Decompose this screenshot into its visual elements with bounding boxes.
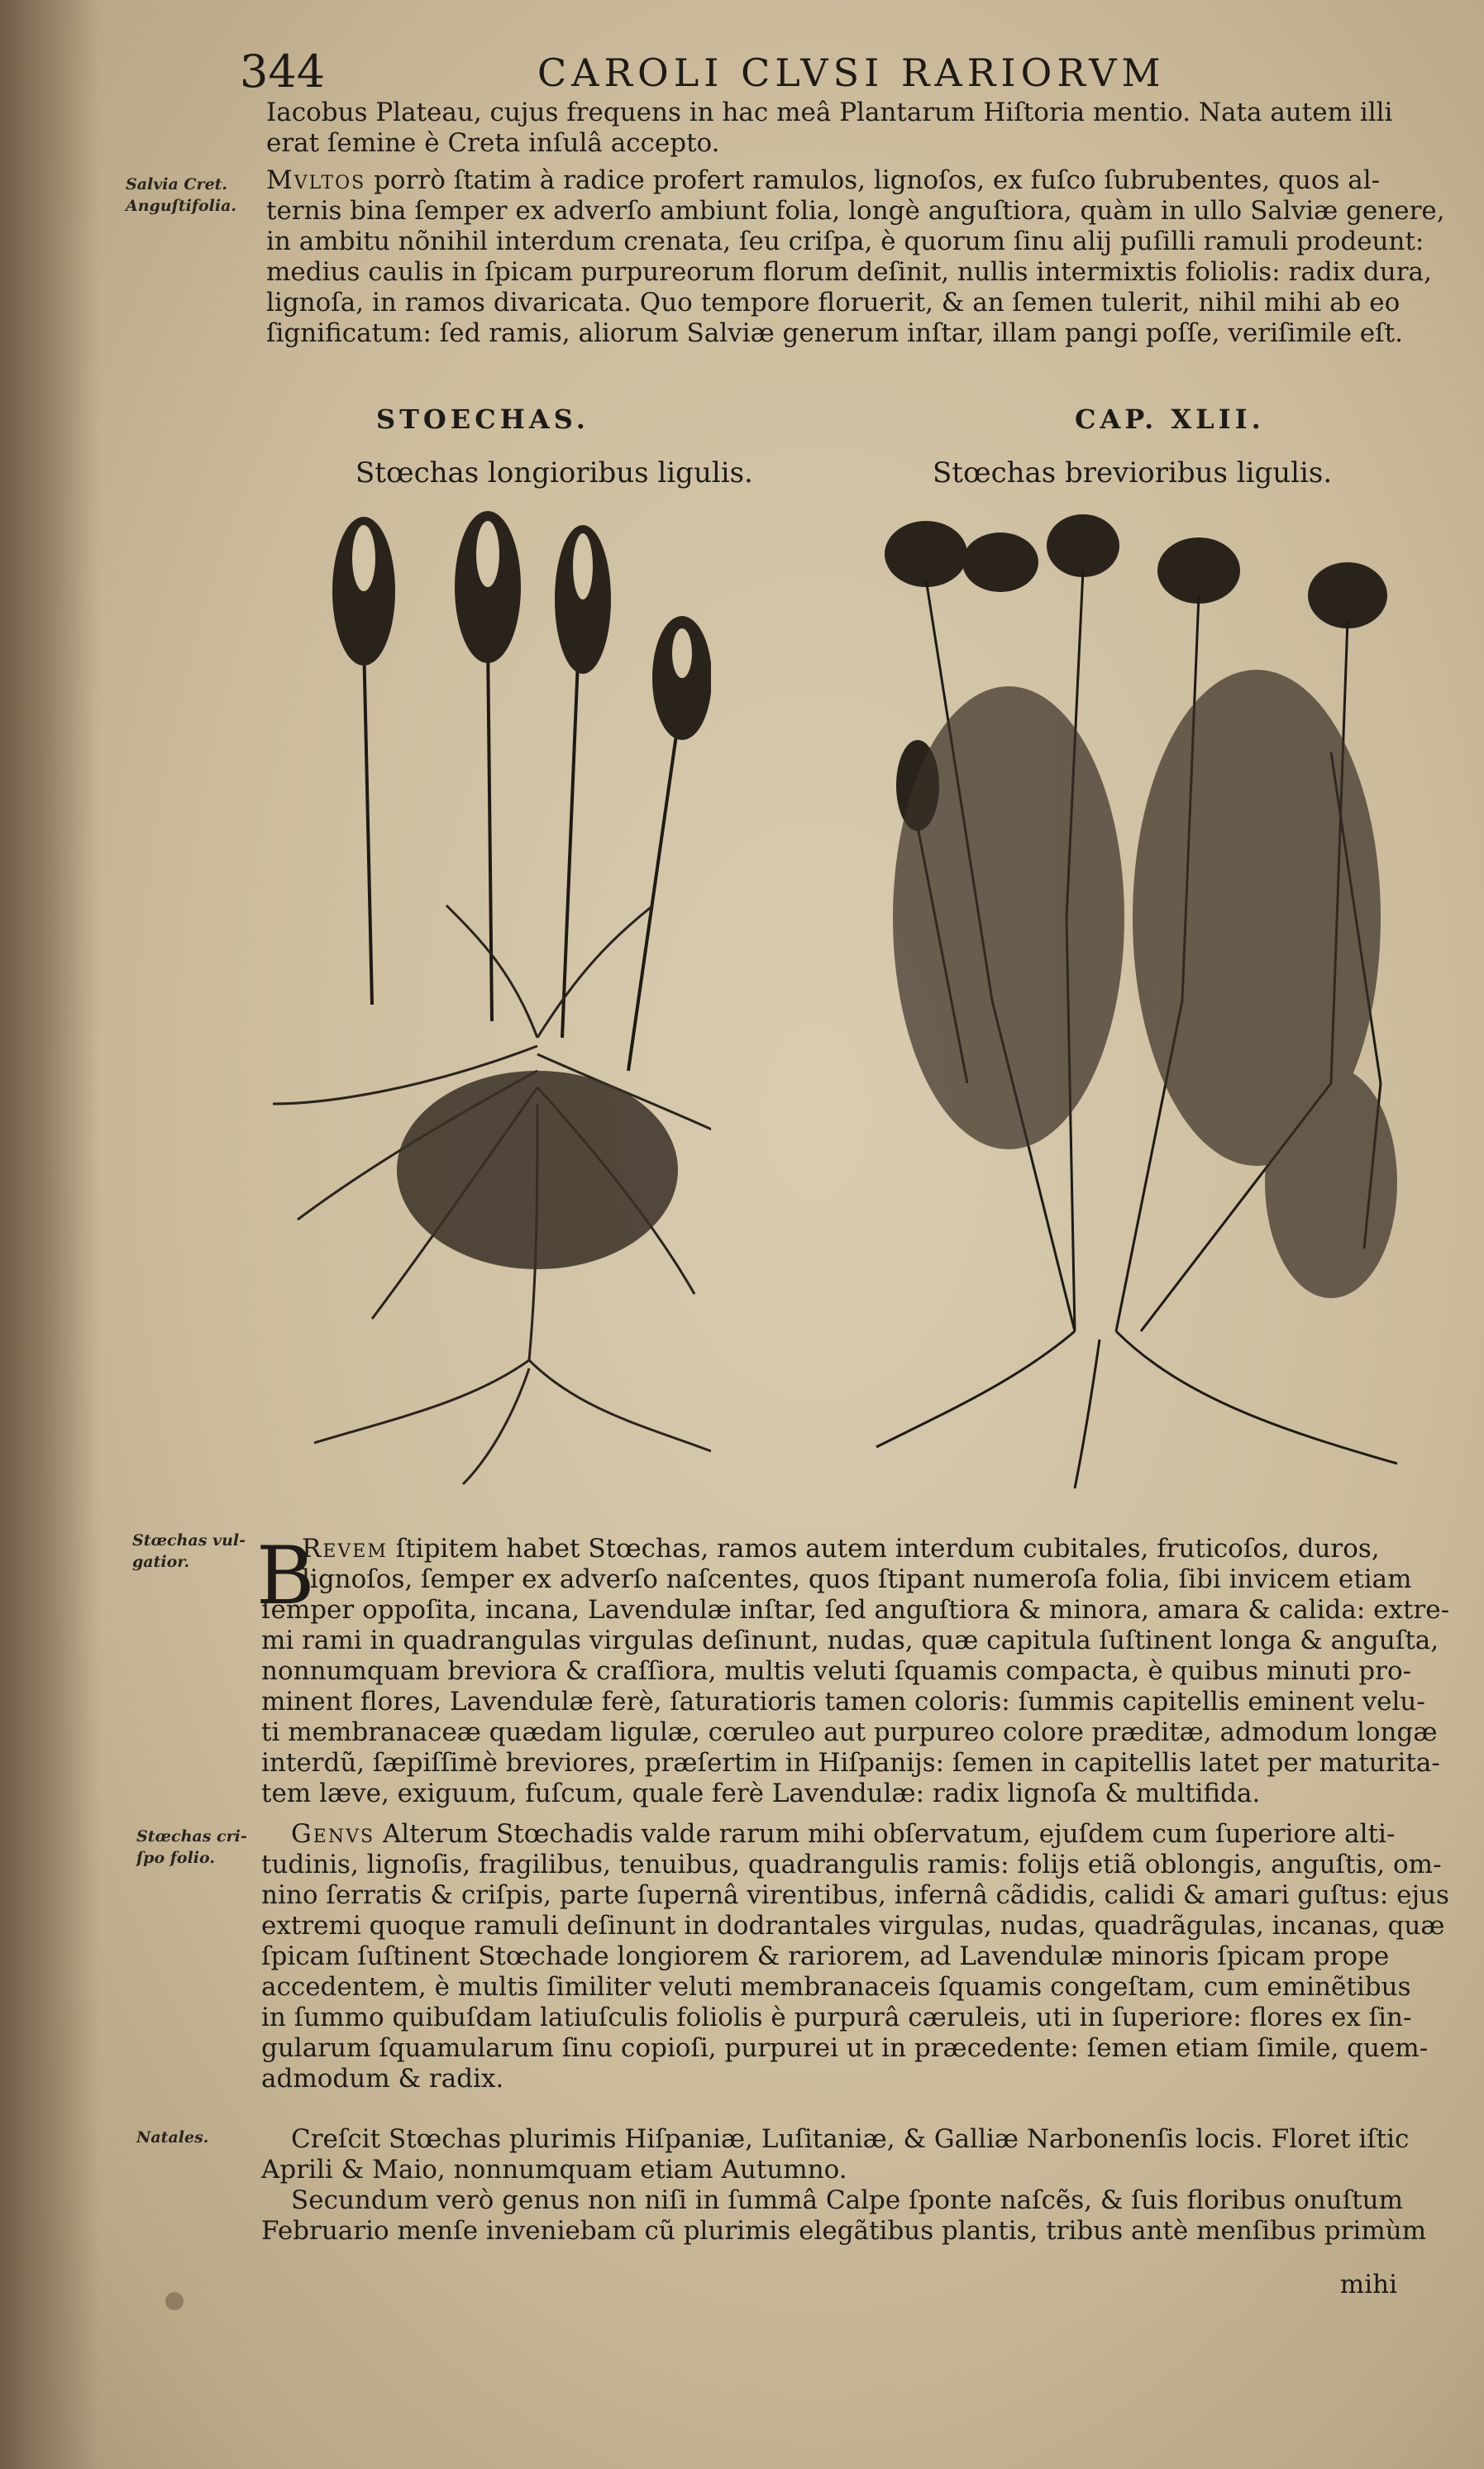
- woodcut-stoechas-long-ligules: [265, 509, 711, 1501]
- text-line: nonnumquam breviora & craſſiora, multis veluti ſquamis compacta, è quibus minuti pro-: [261, 1656, 1412, 1686]
- running-head: [240, 45, 1315, 103]
- text-line: in ſummo quibuſdam latiuſculis foliolis è purpurâ cæruleis, uti in ſuperiore: flores ex ſin-: [261, 2003, 1412, 2032]
- text-line: mi rami in quadrangulas virgulas deſinunt, nudas, quæ capitula ſuſtinent longa & anguſta,: [261, 1626, 1439, 1655]
- salvia-paragraph: [266, 165, 1445, 349]
- text-line: interdũ, ſæpiſſimè breviores, præſertim in Hiſpanijs: ſemen in capitellis latet per maturita-: [261, 1748, 1440, 1778]
- text-line: Iacobus Plateau, cujus frequens in hac meâ Plantarum Hiſtoria mentio. Nata autem illi: [266, 98, 1393, 127]
- text-line: in ambitu nõnihil interdum crenata, ſeu criſpa, è quorum ſinu alij puſilli ramuli prodeunt:: [266, 227, 1424, 256]
- text-line: tudinis, lignoſis, fragilibus, tenuibus, quadrangulis ramis: folijs etiã oblongis, anguſtis, om-: [261, 1850, 1442, 1879]
- figure-caption-right: Stœchas brevioribus ligulis.: [933, 456, 1333, 490]
- text-line: nino ſerratis & criſpis, parte ſupernâ virentibus, infernâ cãdidis, calidi & amari guſtus: ejus: [261, 1880, 1449, 1910]
- ink-stain: [165, 2292, 184, 2310]
- figure-caption-left: Stœchas longioribus ligulis.: [355, 456, 753, 490]
- paragraph-natales: [261, 2124, 1427, 2247]
- text-line: lignoſos, ſemper ex adverſo naſcentes, quos ſtipant numeroſa folia, ſibi invicem etiam: [302, 1564, 1412, 1594]
- text-line: ti membranaceæ quædam ligulæ, cœruleo aut purpureo colore præditæ, admodum longæ: [261, 1717, 1438, 1747]
- lead-word: Mvltos: [266, 165, 366, 195]
- woodcut-illustration-right: [868, 504, 1405, 1505]
- text-line: ſignificatum: ſed ramis, aliorum Salviæ generum inſtar, illam pangi poſſe, veriſimile eſt.: [266, 318, 1403, 348]
- margin-note-salvia: Salvia Cret. Anguſtifolia.: [126, 175, 237, 215]
- text-line: Creſcit Stœchas plurimis Hiſpaniæ, Luſitaniæ, & Galliæ Narbonenſis locis. Floret iſtic: [291, 2124, 1410, 2154]
- section-title: STOECHAS.: [376, 404, 589, 435]
- text-line: erat ſemine è Creta inſulâ accepto.: [266, 128, 720, 158]
- margin-note-stoechas-vulgatior: Stœchas vul- gatior.: [132, 1531, 246, 1571]
- paragraph-stoechas-vulgatior: [261, 1595, 1449, 1809]
- paragraph-stoechas-crispo: [261, 1819, 1449, 2094]
- text-line: ternis bina ſemper ex adverſo ambiunt folia, longè anguſtiora, quàm in ullo Salviæ genere,: [266, 196, 1445, 226]
- chapter-number: CAP. XLII.: [1075, 404, 1265, 435]
- text-line: lignoſa, in ramos divaricata. Quo tempore floruerit, & an ſemen tulerit, nihil mihi ab eo: [266, 288, 1400, 318]
- text-line: minent flores, Lavendulæ ferè, ſaturatioris tamen coloris: ſummis capitellis eminent velu-: [261, 1687, 1425, 1717]
- text-line: Februario menſe inveniebam cũ plurimis elegãtibus plantis, tribus antè menſibus primùm: [261, 2216, 1427, 2246]
- margin-note-stoechas-crispo: Stœchas cri- ſpo folio.: [136, 1827, 247, 1867]
- text-line: Aprili & Maio, nonnumquam etiam Autumno.: [261, 2155, 847, 2185]
- text-line: Revem ſtipitem habet Stœchas, ramos autem interdum cubitales, fruticoſos, duros,: [302, 1534, 1380, 1564]
- paragraph-stoechas-vulgatior-head: [302, 1534, 1412, 1595]
- text-line: admodum & radix.: [261, 2064, 504, 2094]
- text-line: medius caulis in ſpicam purpureorum florum deſinit, nullis intermixtis foliolis: radix dura,: [266, 257, 1432, 287]
- text-line: tem læve, exiguum, fuſcum, quale ferè Lavendulæ: radix lignoſa & multifida.: [261, 1779, 1261, 1808]
- catchword: mihi: [1339, 2270, 1397, 2299]
- lead-word: Genvs: [291, 1819, 375, 1849]
- drop-cap: B: [256, 1530, 315, 1622]
- text-line: ſemper oppoſita, incana, Lavendulæ inſtar, ſed anguſtiora & minora, amara & calida: extre-: [261, 1595, 1450, 1625]
- text-line: extremi quoque ramuli deſinunt in dodrantales virgulas, nudas, quadrãgulas, incanas, quæ: [261, 1911, 1445, 1941]
- text-line: accedentem, è multis ſimiliter veluti membranaceis ſquamis congeſtam, cum eminẽtibus: [261, 1972, 1411, 2002]
- book-title: CAROLI CLVSI RARIORVM: [537, 50, 1166, 95]
- woodcut-illustration-left: [265, 509, 711, 1501]
- text-line: gularum ſquamularum ſinu copioſi, purpurei ut in præcedente: ſemen etiam ſimile, quem-: [261, 2033, 1429, 2063]
- page-number: 344: [240, 45, 326, 98]
- lead-word: Revem: [302, 1534, 388, 1564]
- text-line: Genvs Alterum Stœchadis valde rarum mihi obſervatum, ejuſdem cum ſuperiore alti-: [291, 1819, 1396, 1849]
- page-gutter-shadow: [0, 0, 99, 2469]
- woodcut-stoechas-short-ligules: [868, 504, 1405, 1505]
- text-line: Mvltos porrò ſtatim à radice profert ramulos, lignoſos, ex fuſco ſubrubentes, quos al-: [266, 165, 1381, 195]
- text-line: ſpicam ſuſtinent Stœchade longiorem & rariorem, ad Lavendulæ minoris ſpicam prope: [261, 1941, 1390, 1971]
- intro-paragraph: [266, 98, 1392, 159]
- text-line: Secundum verò genus non niſi in ſummâ Calpe ſponte naſcẽs, & ſuis floribus onuſtum: [291, 2185, 1403, 2215]
- margin-note-natales: Natales.: [136, 2128, 209, 2147]
